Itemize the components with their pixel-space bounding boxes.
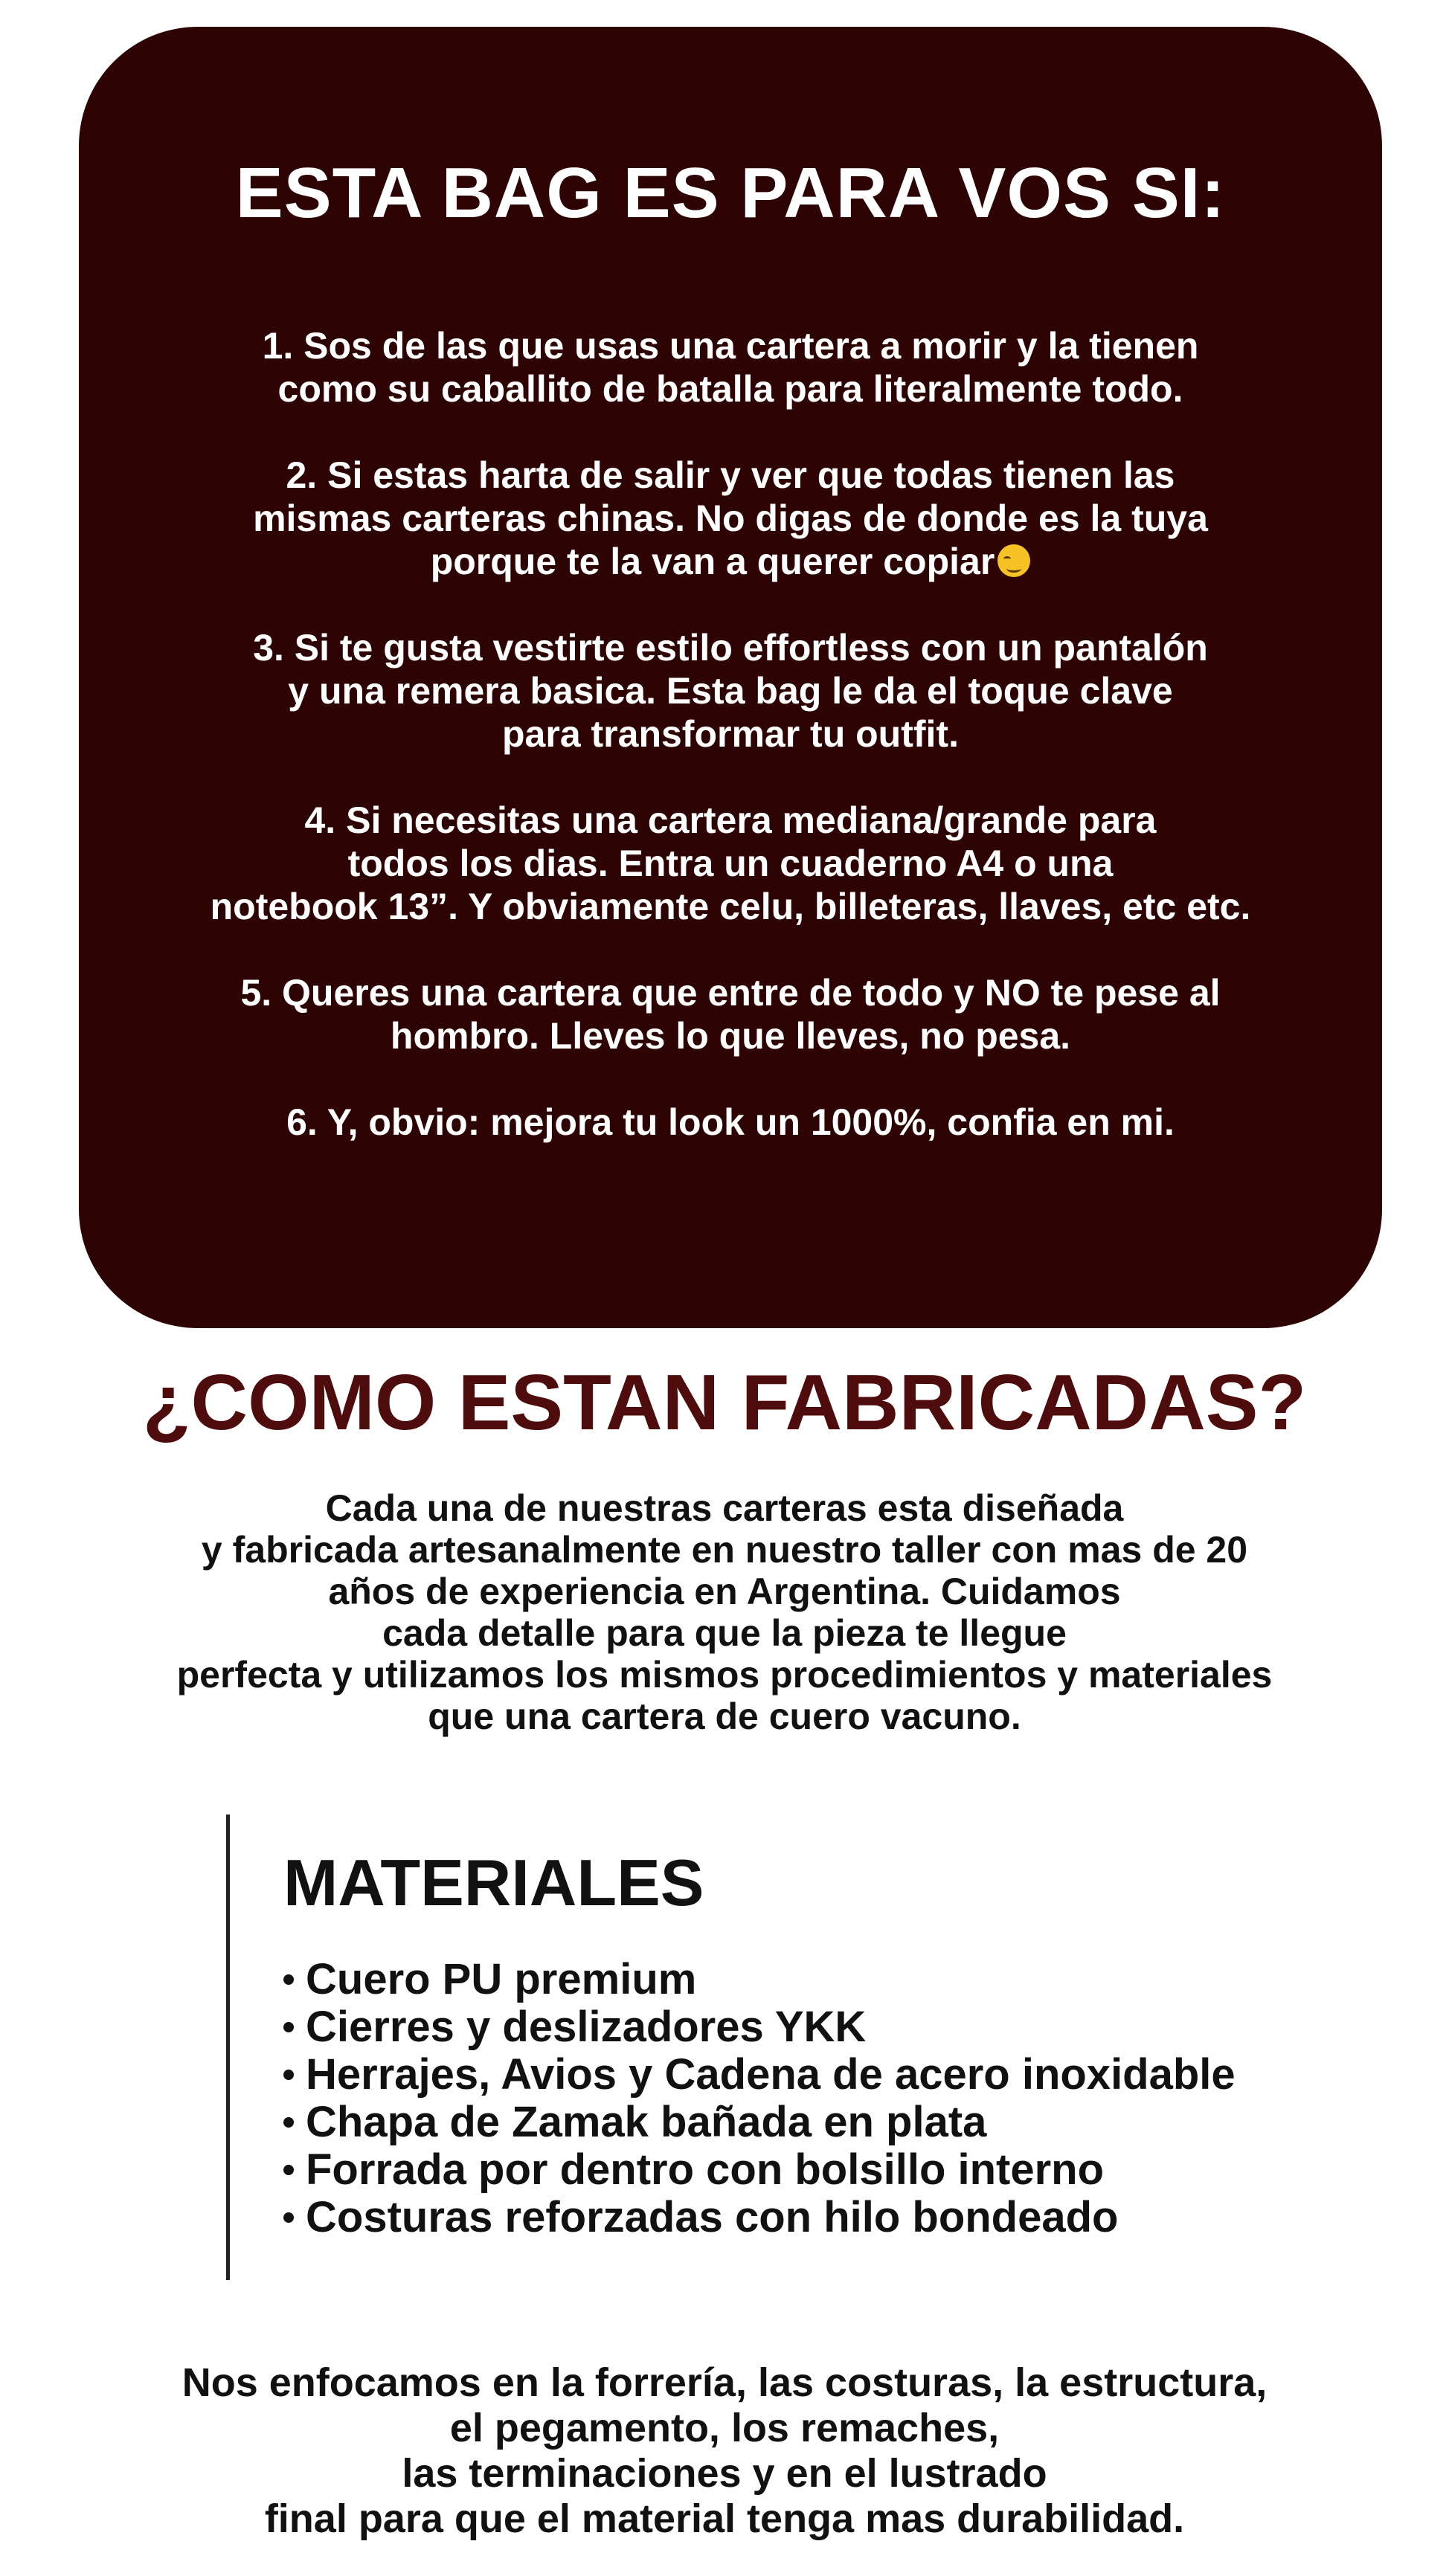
materials-section [226,1815,1342,2280]
fabrication-paragraph [0,1487,1449,1737]
reason-line: para transformar tu outfit. [502,713,959,755]
closing-line: final para que el material tenga mas durabilidad. [264,2496,1185,2541]
reason-line: 6. Y, obvio: mejora tu look un 1000%, confia en mi. [286,1101,1175,1143]
reason-line: mismas carteras chinas. No digas de donde es la tuya [253,498,1208,539]
reason-line: hombro. Lleves lo que lleves, no pesa. [390,1015,1071,1057]
bullet-icon [283,2070,294,2080]
material-label: Herrajes, Avios y Cadena de acero inoxidable [306,2050,1236,2099]
material-item [283,1956,1236,2003]
reason-line-text: porque te la van a querer copiar [430,541,995,582]
reason-item [123,626,1337,756]
reason-item [123,1101,1337,1144]
material-item [283,2194,1236,2241]
reason-line-with-emoji [123,540,1337,583]
reason-line: 5. Queres una cartera que entre de todo y NO te pese al [240,972,1221,1014]
material-label: Chapa de Zamak bañada en plata [306,2098,987,2146]
reason-line: todos los dias. Entra un cuaderno A4 o una [347,843,1114,884]
bullet-icon [283,2165,294,2175]
bullet-icon [283,2117,294,2128]
reason-line: notebook 13”. Y obviamente celu, billeteras, llaves, etc etc. [210,886,1251,927]
reason-item [123,324,1337,410]
material-item [283,2051,1236,2099]
reason-line: 3. Si te gusta vestirte estilo effortless con un pantalón [253,627,1208,669]
material-label: Forrada por dentro con bolsillo interno [306,2145,1105,2194]
bullet-icon [283,1974,294,1985]
reasons-list [123,324,1337,1187]
card-title: ESTA BAG ES PARA VOS SI: [235,153,1226,233]
fabrication-line: que una cartera de cuero vacuno. [428,1696,1021,1737]
fabrication-line: años de experiencia en Argentina. Cuidamos [328,1571,1121,1612]
reasons-card [79,27,1382,1328]
materials-title: MATERIALES [283,1846,704,1919]
material-label: Cierres y deslizadores YKK [306,2003,867,2051]
material-item [283,2146,1236,2194]
fabrication-line: y fabricada artesanalmente en nuestro taller con mas de 20 [201,1529,1248,1571]
materials-list [283,1956,1236,2241]
fabrication-title: ¿COMO ESTAN FABRICADAS? [142,1359,1307,1446]
reason-item [123,799,1337,928]
material-item [283,2003,1236,2051]
reason-line: 4. Si necesitas una cartera mediana/grande para [304,799,1157,841]
material-item [283,2099,1236,2146]
reason-line: y una remera basica. Esta bag le da el toque clave [288,670,1173,712]
closing-line: las terminaciones y en el lustrado [402,2451,1047,2496]
fabrication-line: Cada una de nuestras carteras esta diseñada [325,1487,1124,1529]
bullet-icon [283,2212,294,2223]
fabrication-line: perfecta y utilizamos los mismos procedimientos y materiales [176,1654,1273,1696]
closing-line: el pegamento, los remaches, [449,2406,1000,2450]
reason-line: 2. Si estas harta de salir y ver que todas tienen las [286,454,1175,496]
reason-line: como su caballito de batalla para literalmente todo. [277,368,1183,410]
reason-line: 1. Sos de las que usas una cartera a morir y la tienen [262,325,1199,367]
material-label: Costuras reforzadas con hilo bondeado [306,2193,1119,2241]
closing-line: Nos enfocamos en la forrería, las costuras, la estructura, [181,2360,1268,2405]
material-label: Cuero PU premium [306,1955,697,2003]
bullet-icon [283,2022,294,2032]
closing-paragraph [0,2360,1449,2542]
fabrication-line: cada detalle para que la pieza te llegue [382,1612,1067,1654]
reason-item [123,971,1337,1057]
smirking-face-icon [997,544,1030,577]
reason-item [123,454,1337,583]
